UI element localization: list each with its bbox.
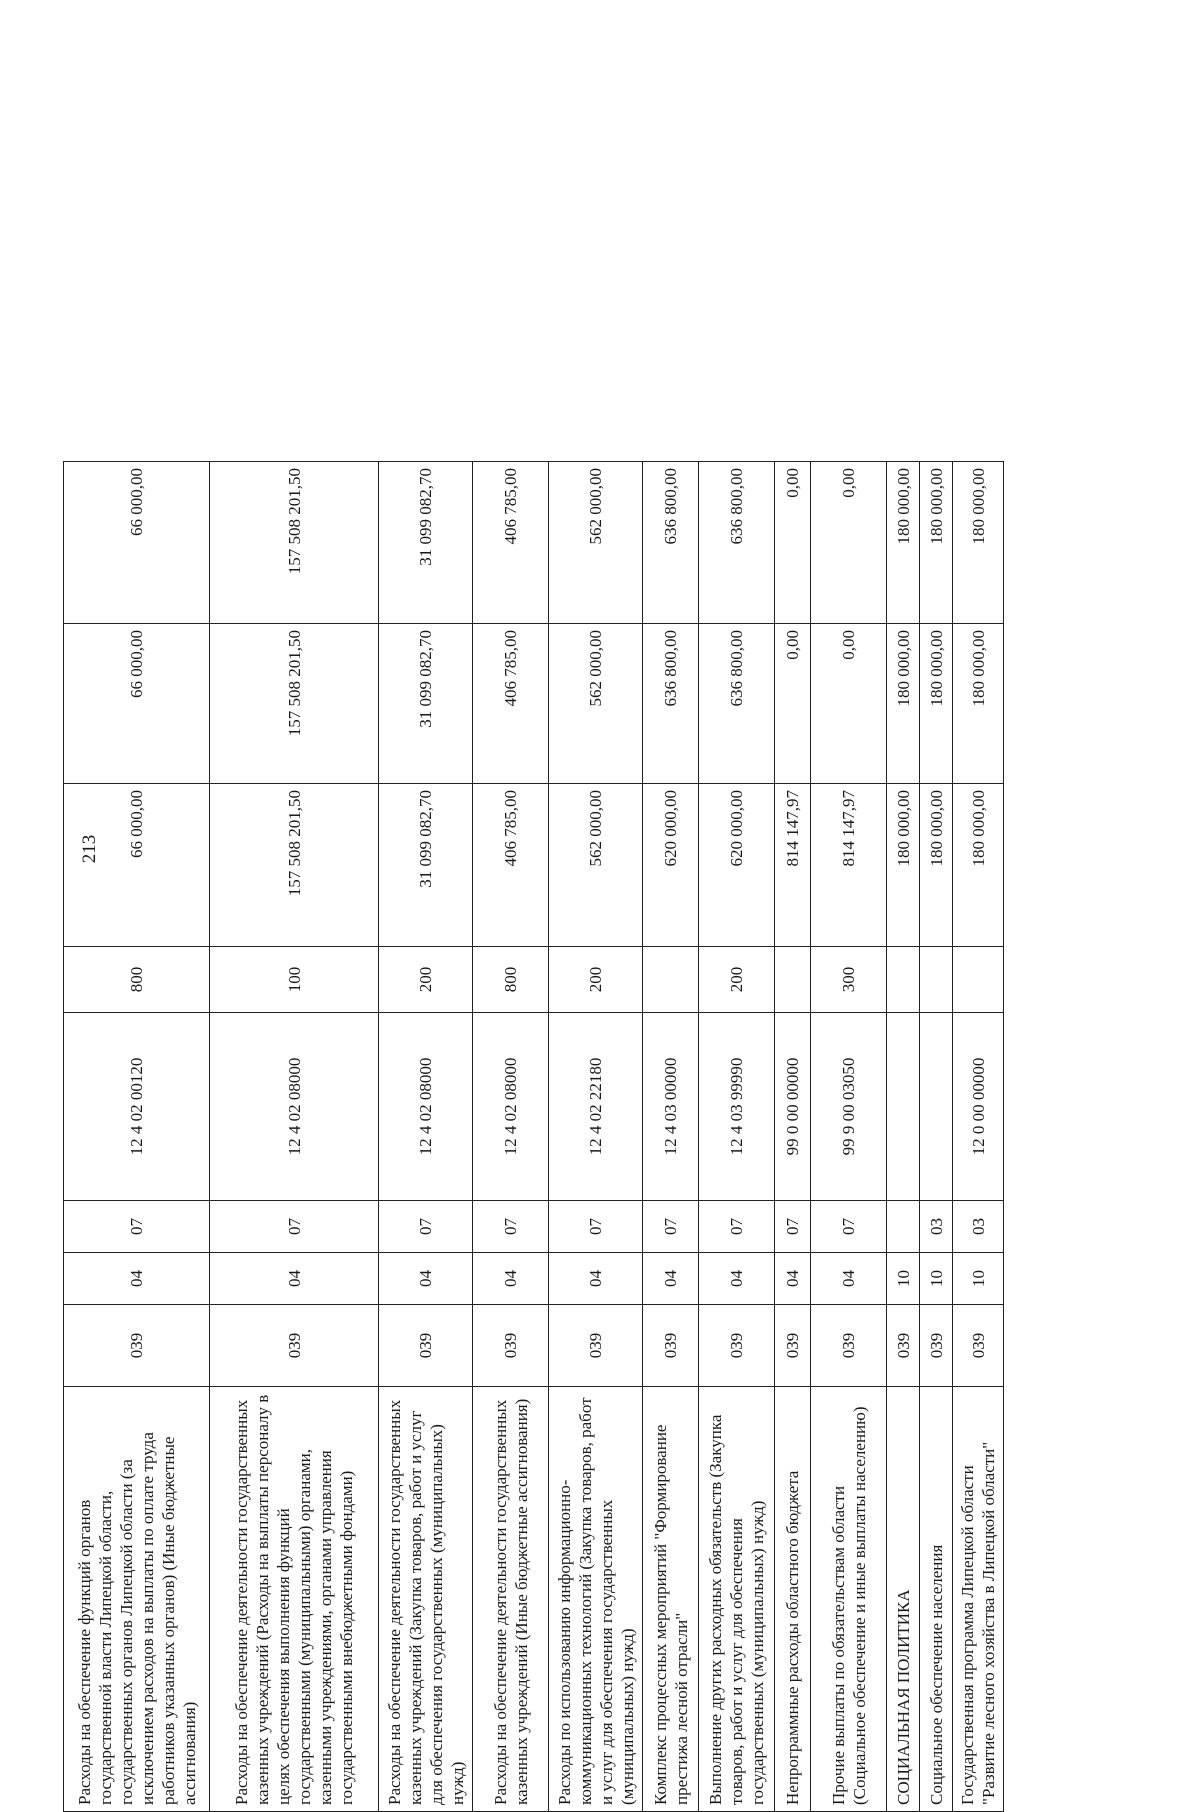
row-cs: 12 4 02 22180: [549, 1013, 643, 1201]
row-sum-1: 66 000,00: [64, 784, 210, 947]
row-description: Комплекс процессных мероприятий "Формирование престижа лесной отрасли": [643, 1387, 699, 1812]
table-row: [699, 462, 775, 1812]
row-rz: 04: [210, 1253, 379, 1305]
row-sum-2: 562 000,00: [549, 624, 643, 784]
row-description: Расходы по использованию информационно-коммуникационных технологий (Закупка товаров, работ и услуг для обеспечения государственных (муниципальных) нужд): [549, 1387, 643, 1812]
table-row: [210, 462, 379, 1812]
row-sum-3: 406 785,00: [473, 462, 549, 624]
row-cs: 12 4 02 08000: [210, 1013, 379, 1201]
row-description: Государственная программа Липецкой области "Развитие лесного хозяйства в Липецкой области": [953, 1387, 1004, 1812]
row-rz: 04: [699, 1253, 775, 1305]
row-sum-3: 31 099 082,70: [379, 462, 473, 624]
row-sum-2: 0,00: [811, 624, 887, 784]
table-row: [643, 462, 699, 1812]
row-sum-2: 180 000,00: [953, 624, 1004, 784]
row-gr: 039: [473, 1305, 549, 1387]
row-sum-3: 180 000,00: [887, 462, 920, 624]
row-description: Расходы на обеспечение деятельности государственных казенных учреждений (Расходы на выплаты персоналу в целях обеспечения выполнения функций государственными (муниципальными) органами, казенными учреждениями, органами управления государственными внебюджетными фондами): [210, 1387, 379, 1812]
row-gr: 039: [920, 1305, 953, 1387]
budget-table: [63, 461, 1004, 1812]
row-sum-1: 814 147,97: [811, 784, 887, 947]
row-sum-1: 180 000,00: [953, 784, 1004, 947]
row-sum-3: 180 000,00: [920, 462, 953, 624]
row-rz: 04: [811, 1253, 887, 1305]
row-sum-3: 636 800,00: [643, 462, 699, 624]
row-sum-3: 157 508 201,50: [210, 462, 379, 624]
row-sum-2: 180 000,00: [887, 624, 920, 784]
row-vr: 200: [549, 947, 643, 1013]
row-gr: 039: [210, 1305, 379, 1387]
row-sum-3: 0,00: [775, 462, 811, 624]
row-description: Расходы на обеспечение деятельности государственных казенных учреждений (Иные бюджетные ассигнования): [473, 1387, 549, 1812]
row-pr: 07: [549, 1201, 643, 1253]
row-pr: 07: [775, 1201, 811, 1253]
row-cs: 12 4 03 00000: [643, 1013, 699, 1201]
row-sum-3: 636 800,00: [699, 462, 775, 624]
row-cs: 12 4 02 08000: [473, 1013, 549, 1201]
row-cs: 12 4 02 00120: [64, 1013, 210, 1201]
row-pr: 07: [473, 1201, 549, 1253]
row-gr: 039: [379, 1305, 473, 1387]
row-rz: 10: [953, 1253, 1004, 1305]
table-row: [775, 462, 811, 1812]
table-row: [473, 462, 549, 1812]
row-gr: 039: [549, 1305, 643, 1387]
row-description: Расходы на обеспечение функций органов государственной власти Липецкой области, государственных органов Липецкой области (за исключением расходов на выплаты по оплате труда работников указанных органов) (Иные бюджетные ассигнования): [64, 1387, 210, 1812]
row-pr: 03: [920, 1201, 953, 1253]
row-sum-2: 66 000,00: [64, 624, 210, 784]
row-rz: 04: [775, 1253, 811, 1305]
row-vr: [887, 947, 920, 1013]
row-pr: 07: [64, 1201, 210, 1253]
row-sum-1: 180 000,00: [887, 784, 920, 947]
row-vr: 100: [210, 947, 379, 1013]
table-row: [811, 462, 887, 1812]
row-pr: 07: [643, 1201, 699, 1253]
row-vr: 200: [699, 947, 775, 1013]
row-sum-1: 157 508 201,50: [210, 784, 379, 947]
row-description: Непрограммные расходы областного бюджета: [775, 1387, 811, 1812]
row-sum-2: 0,00: [775, 624, 811, 784]
row-rz: 10: [887, 1253, 920, 1305]
row-sum-1: 406 785,00: [473, 784, 549, 947]
row-sum-3: 0,00: [811, 462, 887, 624]
row-pr: 07: [811, 1201, 887, 1253]
row-gr: 039: [811, 1305, 887, 1387]
row-vr: 300: [811, 947, 887, 1013]
row-rz: 10: [920, 1253, 953, 1305]
row-sum-3: 66 000,00: [64, 462, 210, 624]
row-vr: [953, 947, 1004, 1013]
row-sum-1: 814 147,97: [775, 784, 811, 947]
row-gr: 039: [887, 1305, 920, 1387]
row-sum-2: 636 800,00: [643, 624, 699, 784]
row-sum-2: 157 508 201,50: [210, 624, 379, 784]
row-description: Прочие выплаты по обязательствам области (Социальное обеспечение и иные выплаты населению): [811, 1387, 887, 1812]
row-sum-1: 620 000,00: [643, 784, 699, 947]
row-sum-3: 180 000,00: [953, 462, 1004, 624]
row-pr: 07: [699, 1201, 775, 1253]
row-rz: 04: [643, 1253, 699, 1305]
row-vr: 800: [64, 947, 210, 1013]
row-gr: 039: [775, 1305, 811, 1387]
row-description: СОЦИАЛЬНАЯ ПОЛИТИКА: [887, 1387, 920, 1812]
row-cs: 12 4 02 08000: [379, 1013, 473, 1201]
row-cs: [920, 1013, 953, 1201]
row-gr: 039: [643, 1305, 699, 1387]
row-rz: 04: [549, 1253, 643, 1305]
row-vr: [643, 947, 699, 1013]
row-description: Выполнение других расходных обязательств (Закупка товаров, работ и услуг для обеспечения государственных (муниципальных) нужд): [699, 1387, 775, 1812]
row-pr: 07: [379, 1201, 473, 1253]
row-cs: 12 0 00 00000: [953, 1013, 1004, 1201]
row-gr: 039: [699, 1305, 775, 1387]
row-pr: 07: [210, 1201, 379, 1253]
row-rz: 04: [64, 1253, 210, 1305]
row-vr: 200: [379, 947, 473, 1013]
row-rz: 04: [379, 1253, 473, 1305]
table-row: [64, 462, 210, 1812]
row-pr: 03: [953, 1201, 1004, 1253]
row-pr: [887, 1201, 920, 1253]
row-sum-1: 180 000,00: [920, 784, 953, 947]
row-sum-1: 562 000,00: [549, 784, 643, 947]
row-gr: 039: [953, 1305, 1004, 1387]
row-rz: 04: [473, 1253, 549, 1305]
row-sum-3: 562 000,00: [549, 462, 643, 624]
table-row: [920, 462, 953, 1812]
row-cs: 99 9 00 03050: [811, 1013, 887, 1201]
table-row: [549, 462, 643, 1812]
row-description: Расходы на обеспечение деятельности государственных казенных учреждений (Закупка товаров, работ и услуг для обеспечения государственных (муниципальных) нужд): [379, 1387, 473, 1812]
row-vr: 800: [473, 947, 549, 1013]
row-sum-1: 31 099 082,70: [379, 784, 473, 947]
table-row: [953, 462, 1004, 1812]
table-row: [379, 462, 473, 1812]
row-description: Социальное обеспечение населения: [920, 1387, 953, 1812]
row-sum-2: 636 800,00: [699, 624, 775, 784]
row-cs: [887, 1013, 920, 1201]
page-number: 213: [79, 834, 100, 864]
row-cs: 12 4 03 99990: [699, 1013, 775, 1201]
row-cs: 99 0 00 00000: [775, 1013, 811, 1201]
row-sum-2: 180 000,00: [920, 624, 953, 784]
row-sum-1: 620 000,00: [699, 784, 775, 947]
row-vr: [920, 947, 953, 1013]
rotated-table-wrapper: [63, 462, 1003, 1812]
row-sum-2: 31 099 082,70: [379, 624, 473, 784]
row-vr: [775, 947, 811, 1013]
table-row: [887, 462, 920, 1812]
row-sum-2: 406 785,00: [473, 624, 549, 784]
row-gr: 039: [64, 1305, 210, 1387]
